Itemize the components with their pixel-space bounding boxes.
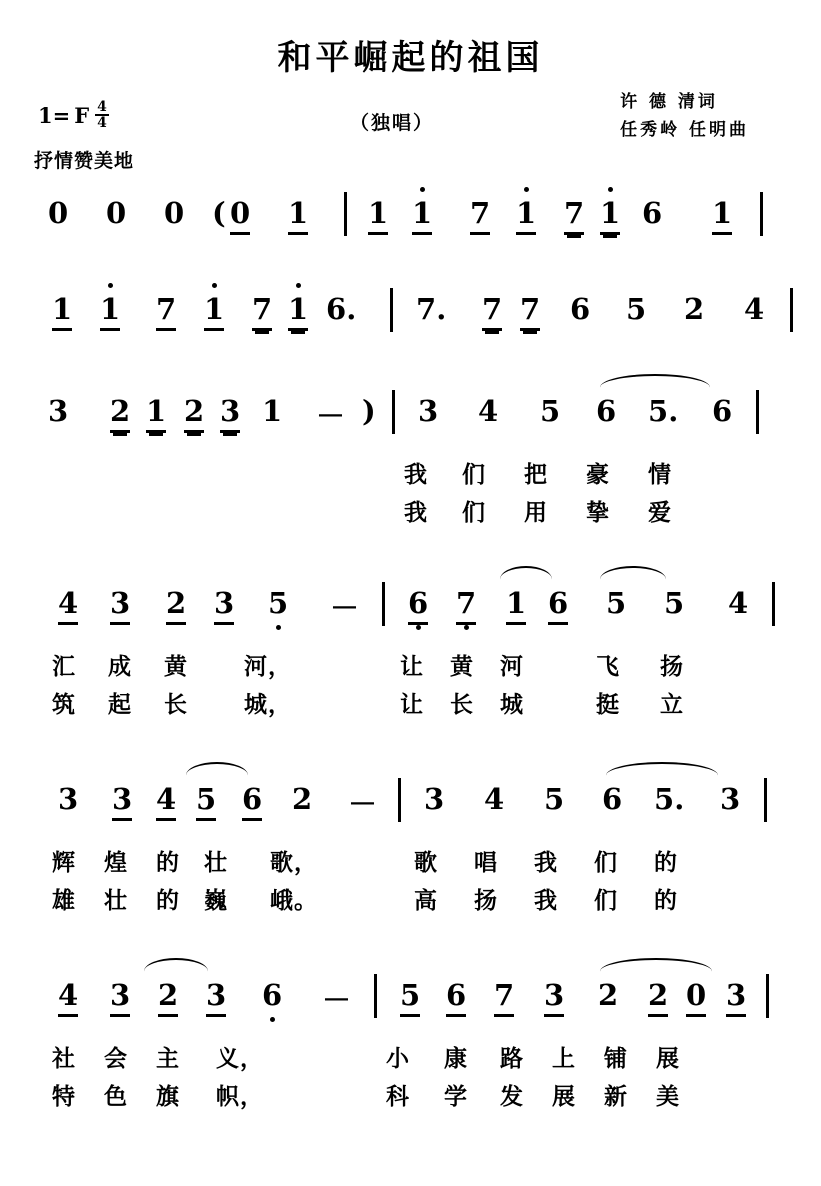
note: 7 bbox=[456, 586, 477, 620]
lyric-char: 河， bbox=[244, 653, 292, 680]
note: 1 bbox=[600, 196, 621, 230]
lyric-char: 我 bbox=[534, 887, 558, 914]
note: 2 bbox=[292, 782, 313, 816]
key-note: F bbox=[74, 102, 90, 128]
lyric-char: 用 bbox=[524, 499, 548, 526]
note: 3 bbox=[424, 782, 445, 816]
note: 3 bbox=[220, 394, 241, 428]
lyric-char: 高 bbox=[414, 887, 438, 914]
lyrics-line-1 bbox=[0, 648, 821, 682]
note: 5 bbox=[268, 586, 289, 620]
music-system-1 bbox=[0, 196, 821, 252]
sustain-dash: － bbox=[316, 399, 346, 433]
note: 2 bbox=[598, 978, 619, 1012]
lyric-char: 挚 bbox=[586, 499, 610, 526]
notes-row bbox=[0, 292, 821, 348]
lyric-char: 让 bbox=[400, 653, 424, 680]
lyric-char: 巍 bbox=[204, 887, 228, 914]
note: 1 bbox=[100, 292, 121, 326]
note: 6 bbox=[642, 196, 663, 230]
sustain-dash: － bbox=[348, 787, 378, 821]
lyric-char: 展 bbox=[552, 1083, 576, 1110]
key-signature bbox=[38, 100, 109, 130]
lyric-char: 把 bbox=[524, 461, 548, 488]
note: 0 bbox=[48, 196, 69, 230]
note: 0 bbox=[106, 196, 127, 230]
note: 3 bbox=[720, 782, 741, 816]
note: 6 bbox=[408, 586, 429, 620]
barline bbox=[756, 390, 759, 434]
note: 2 bbox=[684, 292, 705, 326]
slur-arc bbox=[500, 566, 552, 582]
augmentation-dot: . bbox=[668, 394, 679, 428]
lyric-char: 豪 bbox=[586, 461, 610, 488]
lyric-char: 挺 bbox=[596, 691, 620, 718]
note: 3 bbox=[110, 586, 131, 620]
note: 1 bbox=[288, 292, 309, 326]
barline bbox=[344, 192, 347, 236]
lyric-char: 美 bbox=[656, 1083, 680, 1110]
note: 4 bbox=[744, 292, 765, 326]
lyric-char: 我 bbox=[404, 499, 428, 526]
music-system-5 bbox=[0, 782, 821, 916]
lyric-char: 让 bbox=[400, 691, 424, 718]
note: 7 bbox=[482, 292, 503, 326]
lyric-char: 壮 bbox=[104, 887, 128, 914]
note: 1 bbox=[146, 394, 167, 428]
slur-arc bbox=[186, 762, 248, 778]
notes-row bbox=[0, 782, 821, 838]
note: 5 bbox=[626, 292, 647, 326]
note: 5 bbox=[540, 394, 561, 428]
music-system-2 bbox=[0, 292, 821, 348]
barline bbox=[390, 288, 393, 332]
barline bbox=[382, 582, 385, 626]
lyricist-credit: 许 德 清词 bbox=[620, 92, 718, 112]
augmentation-dot: . bbox=[346, 292, 357, 326]
lyric-char: 的 bbox=[654, 887, 678, 914]
slur-arc bbox=[606, 762, 718, 778]
note: 1 bbox=[412, 196, 433, 230]
lyric-char: 城 bbox=[500, 691, 524, 718]
lyric-char: 们 bbox=[462, 461, 486, 488]
note: 6 bbox=[262, 978, 283, 1012]
lyric-char: 义， bbox=[216, 1045, 264, 1072]
note: 2 bbox=[158, 978, 179, 1012]
barline bbox=[790, 288, 793, 332]
note: 7 bbox=[564, 196, 585, 230]
lyric-char: 会 bbox=[104, 1045, 128, 1072]
barline bbox=[772, 582, 775, 626]
lyric-char: 的 bbox=[156, 887, 180, 914]
note: 6 bbox=[596, 394, 617, 428]
music-system-3 bbox=[0, 394, 821, 528]
lyric-char: 路 bbox=[500, 1045, 524, 1072]
note: 5 bbox=[664, 586, 685, 620]
lyric-char: 我 bbox=[404, 461, 428, 488]
lyric-char: 色 bbox=[104, 1083, 128, 1110]
note: 1 bbox=[368, 196, 389, 230]
lyric-char: 的 bbox=[156, 849, 180, 876]
lyrics-line-2 bbox=[0, 686, 821, 720]
lyric-char: 我 bbox=[534, 849, 558, 876]
notes-row bbox=[0, 394, 821, 450]
lyric-char: 的 bbox=[654, 849, 678, 876]
time-signature bbox=[95, 100, 109, 130]
barline bbox=[374, 974, 377, 1018]
lyric-char: 学 bbox=[444, 1083, 468, 1110]
note: 4 bbox=[156, 782, 177, 816]
note: 7 bbox=[156, 292, 177, 326]
lyric-char: 上 bbox=[552, 1045, 576, 1072]
note: 3 bbox=[58, 782, 79, 816]
note: 0 bbox=[164, 196, 185, 230]
augmentation-dot: . bbox=[436, 292, 447, 326]
lyric-char: 筑 bbox=[52, 691, 76, 718]
composer-credit: 任秀岭 任明曲 bbox=[620, 120, 749, 140]
note: 7 bbox=[416, 292, 437, 326]
notes-row bbox=[0, 196, 821, 252]
note: 7 bbox=[494, 978, 515, 1012]
note: 5 bbox=[196, 782, 217, 816]
note: 7 bbox=[470, 196, 491, 230]
lyric-char: 展 bbox=[656, 1045, 680, 1072]
lyrics-line-1 bbox=[0, 844, 821, 878]
credits bbox=[620, 88, 749, 144]
lyrics-line-1 bbox=[0, 1040, 821, 1074]
lyric-char: 扬 bbox=[660, 653, 684, 680]
note: 4 bbox=[728, 586, 749, 620]
lyric-char: 小 bbox=[386, 1045, 410, 1072]
lyric-char: 长 bbox=[450, 691, 474, 718]
lyric-char: 旗 bbox=[156, 1083, 180, 1110]
note: 5 bbox=[648, 394, 669, 428]
slur-arc bbox=[600, 374, 710, 390]
sustain-dash: － bbox=[330, 591, 360, 625]
slur-arc bbox=[600, 566, 666, 582]
lyric-char: 峨。 bbox=[270, 887, 318, 914]
note: 4 bbox=[484, 782, 505, 816]
note: 3 bbox=[726, 978, 747, 1012]
lyric-char: 新 bbox=[604, 1083, 628, 1110]
note: 5 bbox=[544, 782, 565, 816]
note: 6 bbox=[712, 394, 733, 428]
music-system-4 bbox=[0, 586, 821, 720]
barline bbox=[760, 192, 763, 236]
lyric-char: 歌， bbox=[270, 849, 318, 876]
lyric-char: 康 bbox=[444, 1045, 468, 1072]
notes-row bbox=[0, 978, 821, 1034]
mood-marking: 抒情赞美地 bbox=[34, 150, 135, 172]
augmentation-dot: . bbox=[674, 782, 685, 816]
time-signature-denominator: 4 bbox=[97, 115, 107, 131]
lyric-char: 社 bbox=[52, 1045, 76, 1072]
lyric-char: 壮 bbox=[204, 849, 228, 876]
lyric-char: 河 bbox=[500, 653, 524, 680]
performance-type: （独唱） bbox=[350, 112, 435, 134]
lyric-char: 科 bbox=[386, 1083, 410, 1110]
note: 3 bbox=[110, 978, 131, 1012]
lyric-char: 扬 bbox=[474, 887, 498, 914]
note: 1 bbox=[506, 586, 527, 620]
barline bbox=[764, 778, 767, 822]
note: 4 bbox=[58, 978, 79, 1012]
lyric-char: 汇 bbox=[52, 653, 76, 680]
lyric-char: 特 bbox=[52, 1083, 76, 1110]
note: 5 bbox=[654, 782, 675, 816]
note: 1 bbox=[52, 292, 73, 326]
note: 6 bbox=[326, 292, 347, 326]
note: 4 bbox=[478, 394, 499, 428]
note: 2 bbox=[648, 978, 669, 1012]
lyric-char: 黄 bbox=[450, 653, 474, 680]
lyric-char: 起 bbox=[108, 691, 132, 718]
lyrics-line-1 bbox=[0, 456, 821, 490]
note: 3 bbox=[206, 978, 227, 1012]
music-system-6 bbox=[0, 978, 821, 1112]
lyric-char: 城， bbox=[244, 691, 292, 718]
note: 5 bbox=[606, 586, 627, 620]
note: 3 bbox=[112, 782, 133, 816]
note: 1 bbox=[516, 196, 537, 230]
slur-arc bbox=[144, 958, 208, 974]
page-title: 和平崛起的祖国 bbox=[277, 38, 544, 78]
note: 0 bbox=[686, 978, 707, 1012]
note: 2 bbox=[110, 394, 131, 428]
lyric-char: 铺 bbox=[604, 1045, 628, 1072]
lyric-char: 成 bbox=[108, 653, 132, 680]
lyric-char: 们 bbox=[594, 849, 618, 876]
lyric-char: 发 bbox=[500, 1083, 524, 1110]
key-label: 1= bbox=[38, 102, 71, 128]
note: 2 bbox=[166, 586, 187, 620]
lyric-char: 帜， bbox=[216, 1083, 264, 1110]
note: 1 bbox=[262, 394, 283, 428]
note: 6 bbox=[602, 782, 623, 816]
note: 3 bbox=[48, 394, 69, 428]
lyrics-line-2 bbox=[0, 494, 821, 528]
note: 3 bbox=[544, 978, 565, 1012]
note: 1 bbox=[204, 292, 225, 326]
time-signature-numerator: 4 bbox=[97, 99, 107, 115]
barline bbox=[766, 974, 769, 1018]
lyric-char: 长 bbox=[164, 691, 188, 718]
note: 7 bbox=[252, 292, 273, 326]
note: 6 bbox=[570, 292, 591, 326]
close-paren: ) bbox=[362, 394, 376, 428]
lyrics-line-2 bbox=[0, 1078, 821, 1112]
lyric-char: 歌 bbox=[414, 849, 438, 876]
note: 1 bbox=[712, 196, 733, 230]
lyric-char: 主 bbox=[156, 1045, 180, 1072]
lyric-char: 唱 bbox=[474, 849, 498, 876]
note: 1 bbox=[288, 196, 309, 230]
lyric-char: 们 bbox=[594, 887, 618, 914]
lyric-char: 情 bbox=[648, 461, 672, 488]
lyric-char: 雄 bbox=[52, 887, 76, 914]
note: 0 bbox=[230, 196, 251, 230]
open-paren: ( bbox=[212, 196, 226, 230]
slur-arc bbox=[600, 958, 712, 974]
note: 2 bbox=[184, 394, 205, 428]
note: 3 bbox=[214, 586, 235, 620]
note: 7 bbox=[520, 292, 541, 326]
note: 6 bbox=[242, 782, 263, 816]
lyric-char: 立 bbox=[660, 691, 684, 718]
notes-row bbox=[0, 586, 821, 642]
lyric-char: 们 bbox=[462, 499, 486, 526]
note: 5 bbox=[400, 978, 421, 1012]
lyrics-line-2 bbox=[0, 882, 821, 916]
sustain-dash: － bbox=[322, 983, 352, 1017]
lyric-char: 黄 bbox=[164, 653, 188, 680]
note: 6 bbox=[548, 586, 569, 620]
lyric-char: 爱 bbox=[648, 499, 672, 526]
note: 6 bbox=[446, 978, 467, 1012]
lyric-char: 煌 bbox=[104, 849, 128, 876]
note: 4 bbox=[58, 586, 79, 620]
barline bbox=[392, 390, 395, 434]
lyric-char: 飞 bbox=[596, 653, 620, 680]
lyric-char: 辉 bbox=[52, 849, 76, 876]
barline bbox=[398, 778, 401, 822]
note: 3 bbox=[418, 394, 439, 428]
